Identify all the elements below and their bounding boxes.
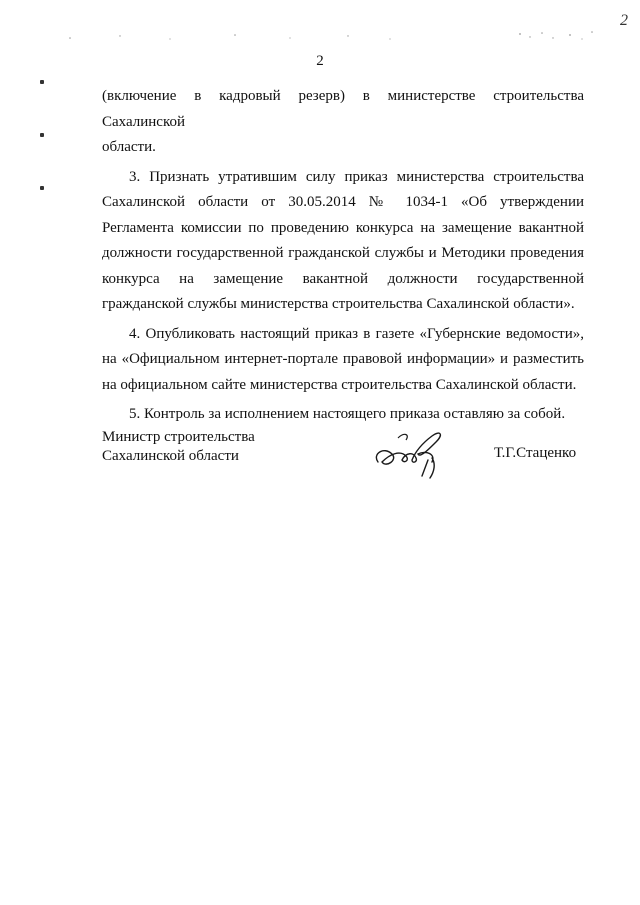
signatory-position: [102, 428, 255, 466]
scan-noise: [30, 20, 610, 50]
margin-mark: [40, 186, 44, 190]
paragraph-3: 3. Признать утратившим силу приказ министерства строительства Сахалинской области от 30.05.2014 № 1034-1 «Об утверждении Регламента комиссии по проведению конкурса на замещение вакантной должности государственной гражданской службы и Методики проведения конкурса на замещение вакантной должности государственной гражданской службы министерства строительства Сахалинской области».: [102, 168, 584, 312]
margin-mark: [40, 80, 44, 84]
paragraph-4: 4. Опубликовать настоящий приказ в газете «Губернские ведомости», на «Официальном интернет-портале правовой информации» и разместить на официальном сайте министерства строительства Сахалинской области.: [102, 325, 584, 393]
paragraph-5: 5. Контроль за исполнением настоящего приказа оставляю за собой.: [129, 406, 566, 422]
document-body: [102, 84, 584, 428]
position-line-2: Сахалинской области: [102, 448, 239, 464]
handwritten-page-mark: 2: [620, 12, 628, 29]
margin-mark: [40, 133, 44, 137]
paragraph-continuation-line-1: (включение в кадровый резерв) в министерстве строительства Сахалинской: [102, 88, 584, 130]
handwritten-signature: [370, 424, 454, 480]
page-number: 2: [316, 53, 324, 69]
signer-name: Т.Г.Стаценко: [494, 445, 577, 461]
position-line-1: Министр строительства: [102, 429, 255, 445]
paragraph-continuation-line-2: области.: [102, 139, 156, 155]
